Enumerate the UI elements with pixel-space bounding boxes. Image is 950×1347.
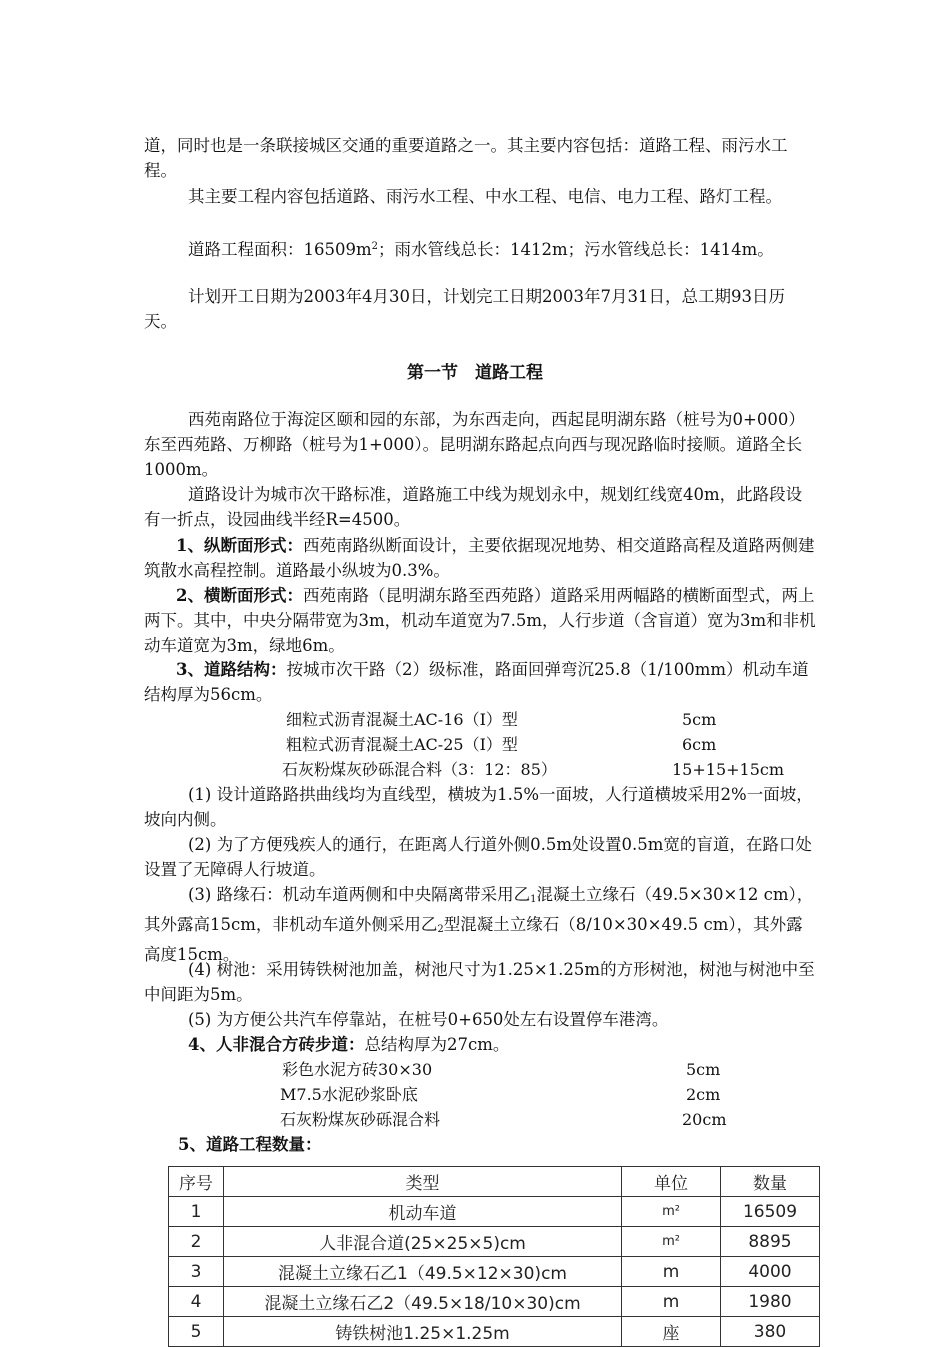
walkway-section: [144, 1032, 816, 1057]
layer-thickness: 15+15+15cm: [672, 760, 785, 779]
walk-layer-thickness: 20cm: [682, 1110, 727, 1129]
table-cell: 16509: [721, 1197, 820, 1227]
intro-paragraph-2: 其主要工程内容包括道路、雨污水工程、中水工程、电信、电力工程、路灯工程。: [188, 187, 782, 206]
cross-section-title: 2、横断面形式：: [176, 586, 303, 605]
quantities-table: [168, 1166, 820, 1347]
longitudinal-title: 1、纵断面形式：: [176, 536, 303, 555]
road-structure: [144, 657, 816, 707]
note-1: (1) 设计道路路拱曲线均为直线型，横坡为1.5%一面坡，人行道横坡采用2%一面坡，坡向内侧。: [144, 785, 813, 829]
area-text: 道路工程面积：16509m: [188, 240, 372, 259]
walk-layer-name: 彩色水泥方砖30×30: [282, 1060, 433, 1079]
layer-name: 粗粒式沥青混凝土AC-25（Ⅰ）型: [286, 735, 518, 754]
note-3-part-a: (3) 路缘石：机动车道两侧和中央隔离带采用乙: [188, 885, 531, 904]
table-cell: 混凝土立缘石乙2（49.5×18/10×30)cm: [224, 1287, 622, 1317]
table-header-row: [169, 1167, 820, 1197]
table-cell: 4: [169, 1287, 224, 1317]
table-cell: 人非混合道(25×25×5)cm: [224, 1227, 622, 1257]
longitudinal-text: 西苑南路纵断面设计，主要依据现况地势、相交道路高程及道路两侧建筑散水高程控制。道路最小纵坡为0.3%。: [144, 536, 815, 580]
table-cell: 4000: [721, 1257, 820, 1287]
table-cell: 2: [169, 1227, 224, 1257]
table-cell: 5: [169, 1317, 224, 1347]
column-header: 数量: [721, 1167, 820, 1197]
column-header: 类型: [224, 1167, 622, 1197]
note-3-part-c: 型混凝土立缘石（8/10×30×49.5 cm），其外露高度15cm。: [144, 915, 803, 964]
table-cell: 铸铁树池1.25×1.25m: [224, 1317, 622, 1347]
pipe-length-text: ；雨水管线总长：1412m；污水管线总长：1414m。: [378, 240, 774, 259]
table-cell: m²: [622, 1227, 721, 1257]
table-cell: 1980: [721, 1287, 820, 1317]
area-superscript: 2: [371, 241, 379, 252]
layer-thickness: 5cm: [682, 710, 717, 729]
layer-thickness: 6cm: [682, 735, 717, 754]
table-cell: 3: [169, 1257, 224, 1287]
section-title: 第一节 道路工程: [407, 363, 543, 383]
note-3-subscript-1: 1: [530, 894, 537, 905]
table-cell: m: [622, 1257, 721, 1287]
walkway-text: 总结构厚为27cm。: [364, 1035, 510, 1054]
table-row: [169, 1227, 820, 1257]
note-3-part-b: 混凝土立缘石（49.5×30×12 cm），其外露高15cm，非机动车道外侧采用乙: [144, 885, 814, 934]
table-cell: 机动车道: [224, 1197, 622, 1227]
longitudinal-section: [144, 533, 816, 583]
table-cell: 1: [169, 1197, 224, 1227]
layer-name: 细粒式沥青混凝土AC-16（Ⅰ）型: [286, 710, 518, 729]
walk-layer-name: M7.5水泥砂浆卧底: [280, 1085, 418, 1104]
cross-section-text: 西苑南路（昆明湖东路至西苑路）道路采用两幅路的横断面型式，两上两下。其中，中央分隔带宽为3m，机动车道宽为7.5m，人行步道（含盲道）宽为3m和非机动车道宽为3m，绿地6m。: [144, 586, 816, 655]
layer-name: 石灰粉煤灰砂砾混合料（3：12：85）: [282, 760, 557, 779]
table-row: [169, 1197, 820, 1227]
cross-section: [144, 583, 816, 658]
walkway-title: 4、人非混合方砖步道：: [188, 1035, 365, 1054]
note-4: (4) 树池：采用铸铁树池加盖，树池尺寸为1.25×1.25m的方形树池，树池与树池中至中间距为5m。: [144, 960, 815, 1004]
quantities-title: 5、道路工程数量：: [178, 1135, 322, 1154]
table-row: [169, 1287, 820, 1317]
road-paragraph-2: 道路设计为城市次干路标准，道路施工中线为规划永中，规划红线宽40m，此路段设有一折点，设园曲线半经R=4500。: [144, 485, 803, 529]
table-cell: m²: [622, 1197, 721, 1227]
walk-layer-thickness: 2cm: [686, 1085, 721, 1104]
column-header: 单位: [622, 1167, 721, 1197]
table-row: [169, 1317, 820, 1347]
walk-layer-thickness: 5cm: [686, 1060, 721, 1079]
intro-paragraph-1: 道，同时也是一条联接城区交通的重要道路之一。其主要内容包括：道路工程、雨污水工程。: [144, 136, 788, 180]
note-5: (5) 为方便公共汽车停靠站，在桩号0+650处左右设置停车港湾。: [188, 1010, 669, 1029]
note-3-subscript-2: 2: [437, 924, 444, 935]
walk-layer-name: 石灰粉煤灰砂砾混合料: [280, 1110, 441, 1129]
table-row: [169, 1257, 820, 1287]
road-paragraph-1: 西苑南路位于海淀区颐和园的东部，为东西走向，西起昆明湖东路（桩号为0+000）东至西苑路、万柳路（桩号为1+000）。昆明湖东路起点向西与现况路临时接顺。道路全长1000m。: [144, 410, 805, 479]
note-2: (2) 为了方便残疾人的通行，在距离人行道外侧0.5m处设置0.5m宽的盲道，在路口处设置了无障碍人行坡道。: [144, 835, 812, 879]
table-cell: 8895: [721, 1227, 820, 1257]
table-cell: 座: [622, 1317, 721, 1347]
column-header: 序号: [169, 1167, 224, 1197]
table-cell: m: [622, 1287, 721, 1317]
note-3: [144, 882, 816, 967]
table-cell: 混凝土立缘石乙1（49.5×12×30)cm: [224, 1257, 622, 1287]
intro-paragraph-4: 计划开工日期为2003年4月30日，计划完工日期2003年7月31日，总工期93日历天。: [144, 287, 785, 331]
intro-paragraph-3: [144, 234, 816, 262]
road-structure-text: 按城市次干路（2）级标准，路面回弹弯沉25.8（1/100mm）机动车道结构厚为56cm。: [144, 660, 809, 704]
table-cell: 380: [721, 1317, 820, 1347]
road-structure-title: 3、道路结构：: [176, 660, 287, 679]
